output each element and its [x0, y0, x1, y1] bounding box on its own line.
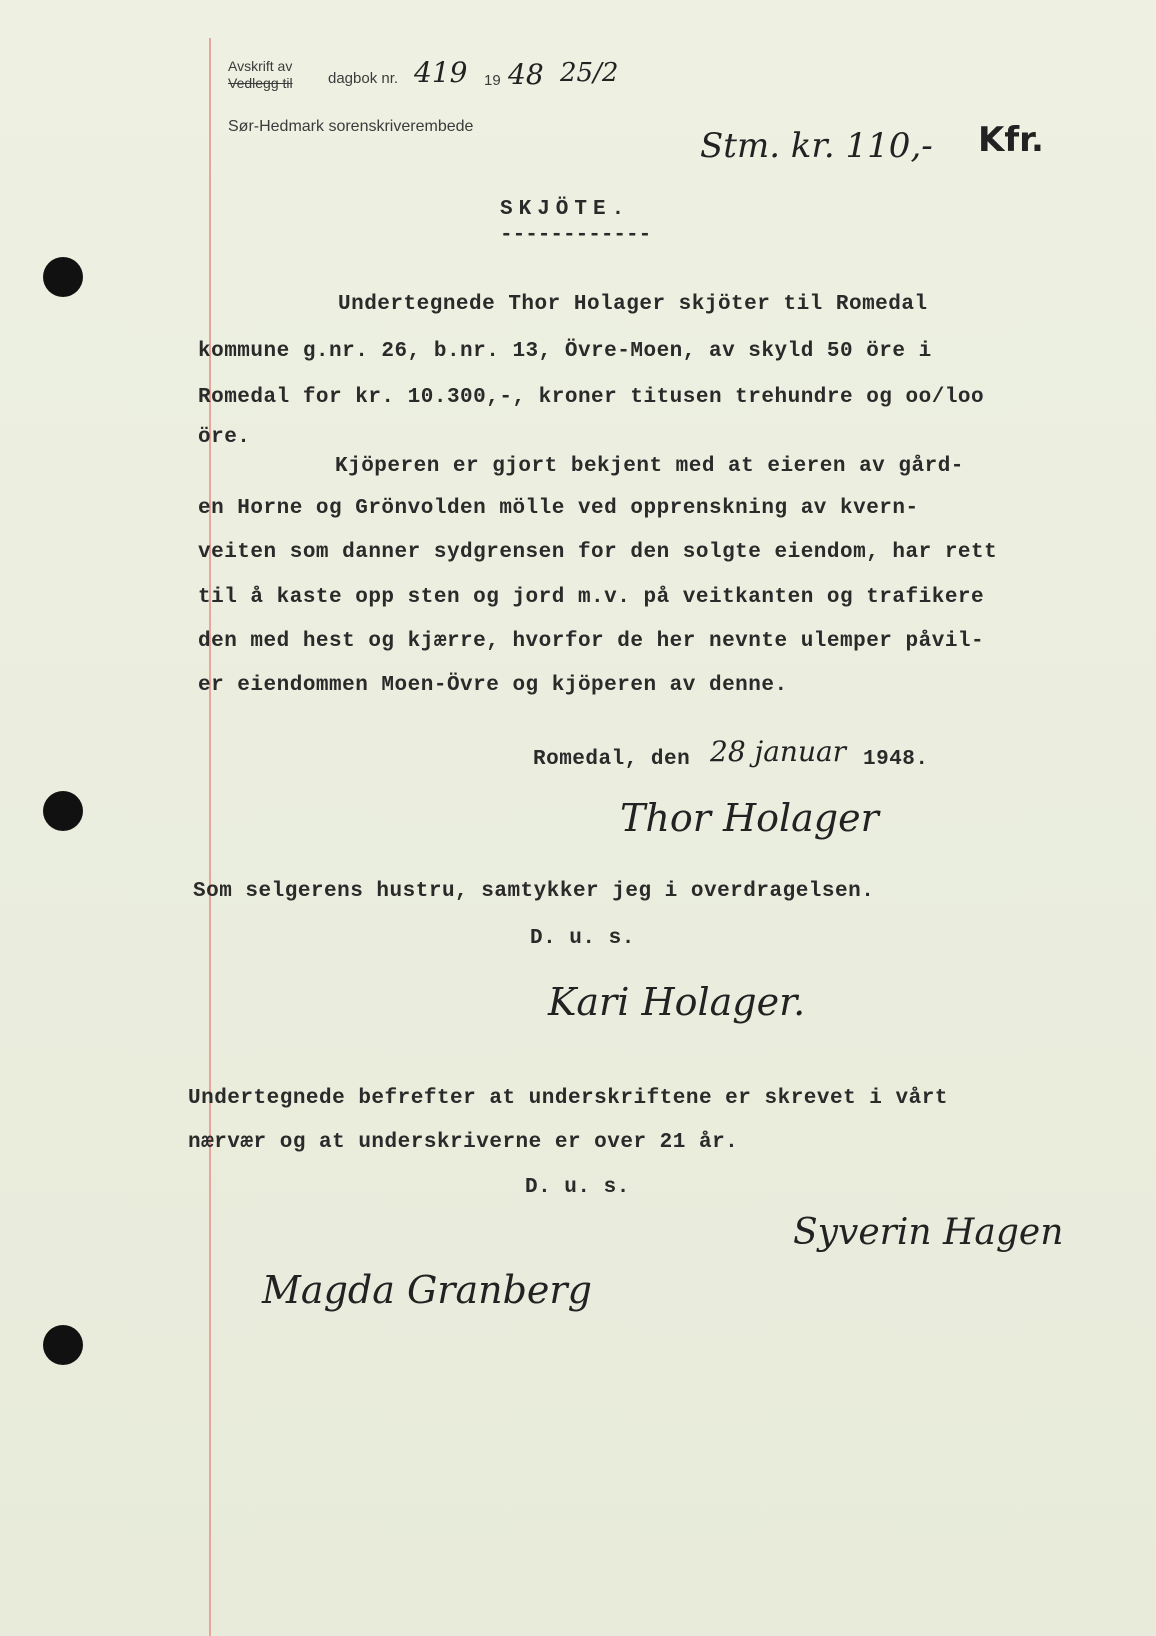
body-line-8: til å kaste opp sten og jord m.v. på veitkanten og trafikere: [198, 586, 985, 609]
body-line-4: öre.: [198, 426, 251, 449]
hand-signing-date: 28 januar: [710, 735, 847, 768]
consent-text: Som selgerens hustru, samtykker jeg i overdragelsen.: [193, 880, 875, 903]
witness-line-1: Undertegnede befrefter at underskriftene er skrevet i vårt: [188, 1087, 948, 1110]
dus-1: D. u. s.: [530, 927, 635, 950]
title-underline: ------------: [500, 224, 652, 247]
body-line-3: Romedal for kr. 10.300,-, kroner titusen trehundre og oo/loo: [198, 386, 985, 409]
place-date-prefix: Romedal, den: [533, 748, 691, 771]
document-title: SKJÖTE.: [500, 198, 631, 221]
body-line-2: kommune g.nr. 26, b.nr. 13, Övre-Moen, av skyld 50 öre i: [198, 340, 932, 363]
punch-hole-bottom: [43, 1325, 83, 1365]
signature-witness-1: Magda Granberg: [262, 1268, 592, 1312]
signature-witness-2: Syverin Hagen: [793, 1212, 1064, 1253]
body-line-10: er eiendommen Moen-Övre og kjöperen av denne.: [198, 674, 788, 697]
signature-seller: Thor Holager: [620, 796, 879, 840]
body-line-1: Undertegnede Thor Holager skjöter til Romedal: [338, 293, 928, 316]
stamp-office: Sør-Hedmark sorenskriverembede: [228, 118, 474, 135]
stamp-year-prefix: 19: [484, 72, 501, 89]
stamp-dagbok: dagbok nr.: [328, 70, 399, 87]
body-line-9: den med hest og kjærre, hvorfor de her nevnte ulemper påvil-: [198, 630, 985, 653]
hand-fee: Stm. kr. 110,-: [700, 126, 933, 166]
dus-2: D. u. s.: [525, 1176, 630, 1199]
hand-kfr: Kfr.: [978, 120, 1044, 160]
witness-line-2: nærvær og at underskriverne er over 21 år.: [188, 1131, 739, 1154]
hand-date: 25/2: [560, 58, 619, 88]
punch-hole-middle: [43, 791, 83, 831]
punch-hole-top: [43, 257, 83, 297]
hand-year-suffix: 48: [508, 58, 544, 91]
body-line-7: veiten som danner sydgrensen for den solgte eiendom, har rett: [198, 541, 998, 564]
place-date-year: 1948.: [863, 748, 929, 771]
body-line-5: Kjöperen er gjort bekjent med at eieren av gård-: [335, 455, 964, 478]
stamp-avskrift: Avskrift av: [228, 58, 293, 74]
margin-line: [209, 38, 211, 1636]
body-line-6: en Horne og Grönvolden mölle ved opprenskning av kvern-: [198, 497, 919, 520]
hand-journal-number: 419: [414, 56, 468, 89]
stamp-vedlegg: Vedlegg til: [228, 75, 293, 91]
signature-spouse: Kari Holager.: [548, 980, 806, 1024]
